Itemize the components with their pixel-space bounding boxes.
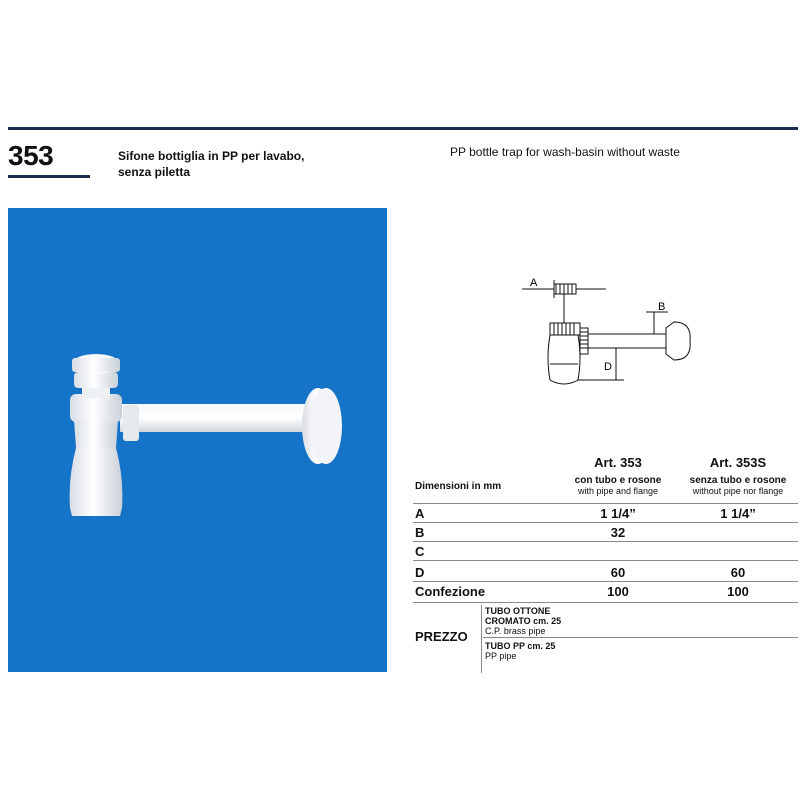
brass-line1: TUBO OTTONE <box>485 606 551 616</box>
price-item-brass <box>485 606 561 636</box>
pp-en: PP pipe <box>485 651 517 661</box>
col1-desc <box>563 475 673 496</box>
col1-desc-en: with pipe and flange <box>577 486 659 496</box>
title-italian-line1: Sifone bottiglia in PP per lavabo, <box>118 149 305 163</box>
row-value-col2: 60 <box>730 565 746 580</box>
price-divider <box>481 605 482 673</box>
row-value-col1: 100 <box>607 584 629 599</box>
table-row <box>413 504 798 523</box>
row-value-col1: 60 <box>610 565 626 580</box>
title-italian-line2: senza piletta <box>118 165 191 179</box>
title-italian <box>118 148 358 180</box>
price-label: PREZZO <box>415 629 468 644</box>
brass-line2: CROMATO cm. 25 <box>485 616 562 626</box>
table-row <box>413 523 798 542</box>
col2-desc-en: without pipe nor flange <box>692 486 784 496</box>
dim-label: Dimensioni in mm <box>415 481 502 492</box>
table-row <box>413 561 798 582</box>
product-code: 353 <box>8 140 54 171</box>
row-label: D <box>415 565 425 580</box>
row-label: C <box>415 544 425 559</box>
dim-label-a: A <box>530 277 538 289</box>
col2-desc-it: senza tubo e rosone <box>689 475 787 486</box>
col1-title: Art. 353 <box>594 455 642 470</box>
dim-label-d: D <box>604 361 612 373</box>
row-value-col1: 32 <box>610 525 626 540</box>
technical-diagram <box>516 268 716 398</box>
row-value-col2: 100 <box>727 584 749 599</box>
table-header-row <box>413 473 798 504</box>
price-row-divider <box>483 637 798 638</box>
top-rule <box>8 127 798 130</box>
row-value-col2: 1 1/4” <box>720 506 756 521</box>
code-underline <box>8 175 90 178</box>
row-label: Confezione <box>415 584 486 599</box>
product-photo <box>8 208 387 672</box>
brass-en: C.P. brass pipe <box>485 626 546 636</box>
title-english: PP bottle trap for wash-basin without waste <box>450 145 680 159</box>
price-section <box>413 605 798 673</box>
col2-title: Art. 353S <box>709 455 767 470</box>
pp-line1: TUBO PP cm. 25 <box>485 641 556 651</box>
row-value-col1: 1 1/4” <box>600 506 636 521</box>
dim-label-b: B <box>658 301 666 313</box>
table-row <box>413 542 798 561</box>
table-row <box>413 582 798 603</box>
price-item-pp <box>485 641 555 661</box>
bottle-trap-image <box>8 208 387 672</box>
row-label: B <box>415 525 425 540</box>
row-label: A <box>415 506 425 521</box>
col2-desc <box>678 475 798 496</box>
col1-desc-it: con tubo e rosone <box>574 475 662 486</box>
